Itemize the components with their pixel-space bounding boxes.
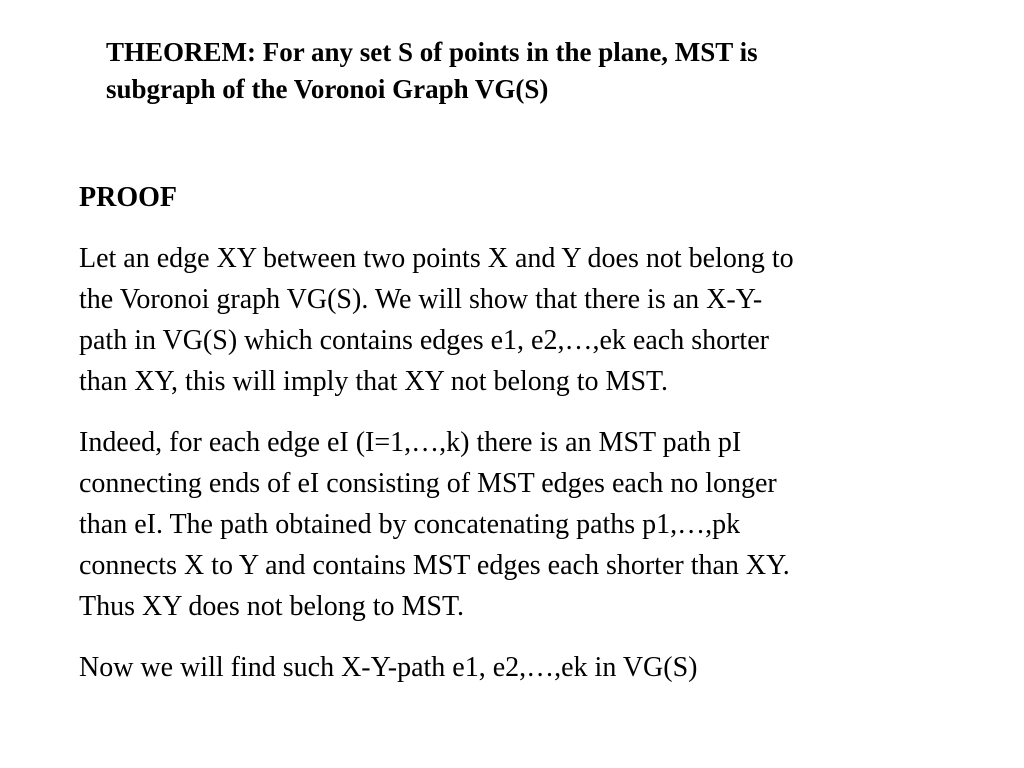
proof-paragraph-1 bbox=[79, 238, 959, 402]
proof-paragraph-2 bbox=[79, 422, 959, 627]
text-line: Now we will find such X-Y-path e1, e2,…,ek in VG(S) bbox=[79, 652, 698, 683]
text-line: the Voronoi graph VG(S). We will show that there is an X-Y- bbox=[79, 284, 763, 315]
text-line: connecting ends of eI consisting of MST edges each no longer bbox=[79, 468, 777, 499]
theorem-title-line: THEOREM: For any set S of points in the plane, MST is bbox=[106, 37, 758, 67]
proof-body bbox=[79, 178, 959, 708]
text-line: Thus XY does not belong to MST. bbox=[79, 591, 464, 622]
text-line: path in VG(S) which contains edges e1, e2,…,ek each shorter bbox=[79, 325, 769, 356]
theorem-title-line: subgraph of the Voronoi Graph VG(S) bbox=[106, 74, 549, 104]
text-line: than eI. The path obtained by concatenating paths p1,…,pk bbox=[79, 509, 741, 540]
theorem-title bbox=[106, 34, 926, 108]
proof-paragraph-3 bbox=[79, 647, 959, 688]
proof-heading: PROOF bbox=[79, 182, 177, 213]
text-line: Let an edge XY between two points X and Y does not belong to bbox=[79, 243, 794, 274]
text-line: than XY, this will imply that XY not belong to MST. bbox=[79, 366, 669, 397]
text-line: Indeed, for each edge eI (I=1,…,k) there is an MST path pI bbox=[79, 427, 742, 458]
text-line: connects X to Y and contains MST edges each shorter than XY. bbox=[79, 550, 790, 581]
